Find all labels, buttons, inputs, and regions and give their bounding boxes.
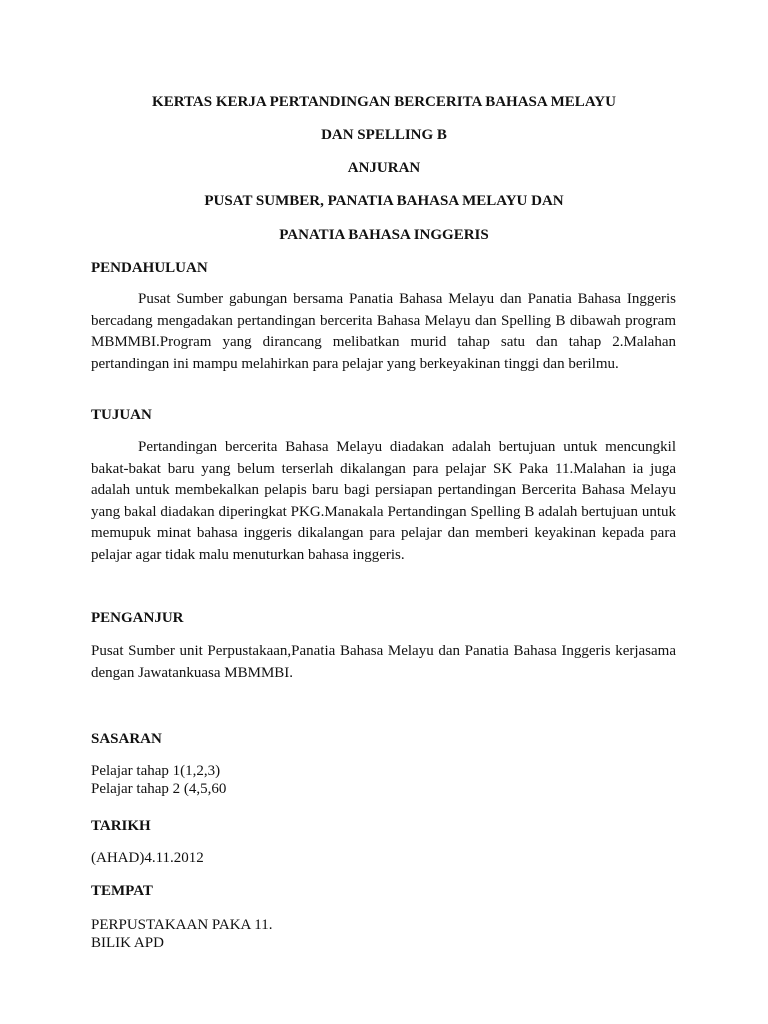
document-title-line-4: PUSAT SUMBER, PANATIA BAHASA MELAYU DAN bbox=[204, 193, 564, 209]
section-heading-tujuan: TUJUAN bbox=[91, 407, 152, 423]
section-body-sasaran bbox=[91, 763, 226, 798]
section-heading-sasaran: SASARAN bbox=[91, 731, 162, 747]
section-heading-pendahuluan: PENDAHULUAN bbox=[91, 260, 208, 276]
document-title-line-1: KERTAS KERJA PERTANDINGAN BERCERITA BAHASA MELAYU bbox=[152, 94, 616, 110]
document-title-line-2: DAN SPELLING B bbox=[321, 127, 447, 143]
section-body-pendahuluan: Pusat Sumber gabungan bersama Panatia Bahasa Melayu dan Panatia Bahasa Inggeris bercadang mengadakan pertandingan bercerita Bahasa Melayu dan Spelling B dibawah program MBMMBI.Program yang dirancang melibatkan murid tahap satu dan tahap 2.Malahan pertandingan ini mampu melahirkan para pelajar yang berkeyakinan tinggi dan berilmu. bbox=[91, 291, 676, 372]
tempat-line-1: PERPUSTAKAAN PAKA 11. bbox=[91, 917, 273, 933]
section-body-tarikh bbox=[91, 850, 204, 868]
tarikh-value: (AHAD)4.11.2012 bbox=[91, 850, 204, 866]
section-body-tempat bbox=[91, 917, 272, 952]
document-title-line-5: PANATIA BAHASA INGGERIS bbox=[279, 227, 489, 243]
section-body-tujuan: Pertandingan bercerita Bahasa Melayu diadakan adalah bertujuan untuk mencungkil bakat-bakat baru yang belum terserlah dikalangan para pelajar SK Paka 11.Malahan ia juga adalah untuk membekalkan pelapis baru bagi persiapan pertandingan Bercerita Bahasa Melayu yang bakal diadakan diperingkat PKG.Manakala Pertandingan Spelling B adalah bertujuan untuk memupuk minat bahasa inggeris dikalangan para pelajar dan memberi keyakinan kepada para pelajar agar tidak malu menuturkan bahasa inggeris. bbox=[91, 439, 676, 563]
section-heading-tarikh: TARIKH bbox=[91, 818, 151, 834]
section-heading-tempat: TEMPAT bbox=[91, 883, 153, 899]
sasaran-line-2: Pelajar tahap 2 (4,5,60 bbox=[91, 780, 227, 797]
tempat-line-2: BILIK APD bbox=[91, 934, 164, 951]
document-title-line-3: ANJURAN bbox=[347, 160, 421, 176]
section-heading-penganjur: PENGANJUR bbox=[91, 610, 184, 626]
sasaran-line-1: Pelajar tahap 1(1,2,3) bbox=[91, 763, 221, 779]
section-body-penganjur: Pusat Sumber unit Perpustakaan,Panatia Bahasa Melayu dan Panatia Bahasa Inggeris kerjasama dengan Jawatankuasa MBMMBI. bbox=[91, 643, 676, 681]
